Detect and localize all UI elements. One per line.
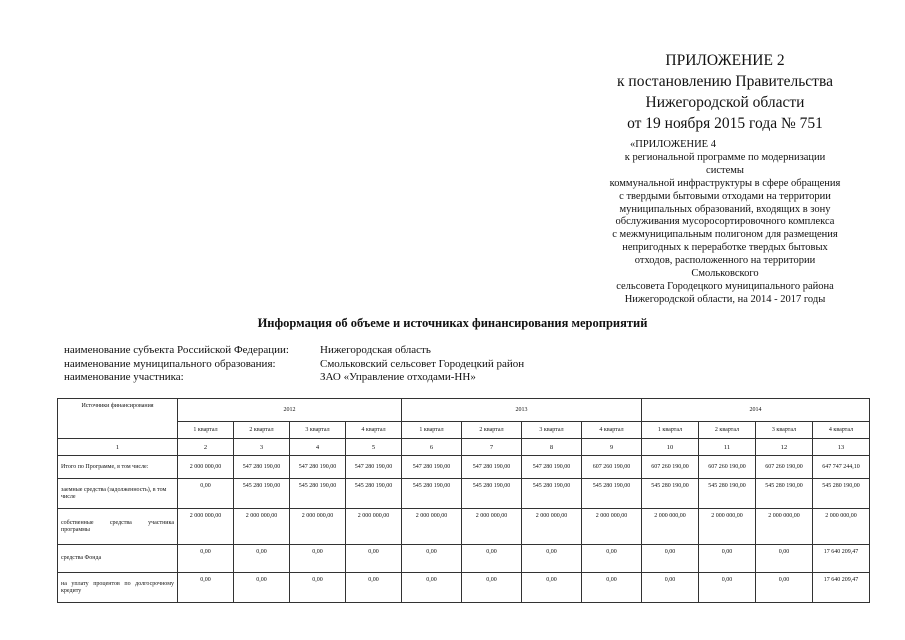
appendix-4-line: с межмуниципальным полигоном для размещения — [612, 229, 838, 241]
table-cell: 0,00 — [402, 573, 462, 603]
table-cell: 607 260 190,00 — [699, 456, 756, 479]
document-title: Информация об объеме и источниках финансирования мероприятий — [257, 316, 648, 330]
column-number: 9 — [582, 439, 642, 456]
table-cell: 607 260 190,00 — [756, 456, 813, 479]
table-cell: 0,00 — [234, 573, 290, 603]
column-number: 5 — [346, 439, 402, 456]
table-cell: 2 000 000,00 — [813, 509, 870, 545]
table-cell: 2 000 000,00 — [178, 456, 234, 479]
quarter-header: 2 квартал — [462, 422, 522, 439]
table-cell: 2 000 000,00 — [290, 509, 346, 545]
column-number: 8 — [522, 439, 582, 456]
appendix-2-decree-line: к постановлению Правительства — [617, 73, 833, 90]
appendix-2-date-line: от 19 ноября 2015 года № 751 — [627, 115, 823, 132]
quarter-header: 1 квартал — [402, 422, 462, 439]
municipality-label: наименование муниципального образования: — [64, 357, 276, 370]
table-cell: 0,00 — [522, 573, 582, 603]
participant-label: наименование участника: — [64, 371, 184, 383]
table-cell: 545 280 190,00 — [642, 479, 699, 509]
table-cell: 545 280 190,00 — [522, 479, 582, 509]
table-cell: 0,00 — [699, 573, 756, 603]
quarter-header-row — [58, 422, 870, 439]
table-cell: 545 280 190,00 — [699, 479, 756, 509]
quarter-header: 1 квартал — [178, 422, 234, 439]
quarter-header: 1 квартал — [642, 422, 699, 439]
table-cell: 2 000 000,00 — [522, 509, 582, 545]
table-cell: 547 280 190,00 — [346, 456, 402, 479]
table-cell: 0,00 — [178, 545, 234, 573]
table-cell: 607 260 190,00 — [642, 456, 699, 479]
table-cell: 2 000 000,00 — [234, 509, 290, 545]
year-header: 2014 — [642, 399, 870, 422]
table-row-fund — [58, 545, 870, 573]
table-cell: 547 280 190,00 — [462, 456, 522, 479]
municipality-value: Смольковский сельсовет Городецкий район — [320, 357, 525, 370]
source-header: Источники финансирования — [58, 399, 178, 439]
appendix-4-line: Нижегородской области, на 2014 - 2017 годы — [624, 293, 826, 305]
table-cell: 545 280 190,00 — [290, 479, 346, 509]
table-cell: 545 280 190,00 — [582, 479, 642, 509]
table-cell: 545 280 190,00 — [346, 479, 402, 509]
appendix-4-header — [590, 139, 860, 307]
table-cell: 0,00 — [756, 545, 813, 573]
table-cell: 0,00 — [402, 545, 462, 573]
table-cell: 0,00 — [699, 545, 756, 573]
financing-table — [57, 398, 870, 603]
quarter-header: 4 квартал — [813, 422, 870, 439]
quarter-header: 2 квартал — [699, 422, 756, 439]
row-label: средства Фонда — [58, 545, 178, 573]
table-cell: 0,00 — [462, 573, 522, 603]
table-cell: 2 000 000,00 — [402, 509, 462, 545]
column-number: 2 — [178, 439, 234, 456]
table-cell: 0,00 — [642, 545, 699, 573]
table-cell: 545 280 190,00 — [462, 479, 522, 509]
participant-info — [64, 344, 524, 385]
table-cell: 547 280 190,00 — [290, 456, 346, 479]
table-cell: 17 640 209,47 — [813, 545, 870, 573]
column-number: 10 — [642, 439, 699, 456]
table-cell: 2 000 000,00 — [346, 509, 402, 545]
table-cell: 17 640 209,47 — [813, 573, 870, 603]
table-cell: 0,00 — [522, 545, 582, 573]
year-header-row — [58, 399, 870, 422]
appendix-4-line: непригодных к переработке твердых бытовых — [622, 242, 828, 254]
table-cell: 0,00 — [582, 573, 642, 603]
table-row-own-funds — [58, 509, 870, 545]
column-number: 7 — [462, 439, 522, 456]
quarter-header: 4 квартал — [346, 422, 402, 439]
quarter-header: 4 квартал — [582, 422, 642, 439]
table-cell: 0,00 — [178, 573, 234, 603]
appendix-4-line: обслуживания мусоросортировочного комплекса — [615, 216, 835, 228]
subject-label: наименование субъекта Российской Федерации: — [64, 344, 289, 356]
table-row-total — [58, 456, 870, 479]
table-cell: 547 280 190,00 — [522, 456, 582, 479]
table-cell: 2 000 000,00 — [756, 509, 813, 545]
table-cell: 545 280 190,00 — [756, 479, 813, 509]
column-number: 13 — [813, 439, 870, 456]
table-cell: 2 000 000,00 — [462, 509, 522, 545]
table-cell: 547 280 190,00 — [402, 456, 462, 479]
appendix-4-line: отходов, расположенного на территории — [634, 255, 816, 267]
appendix-4-line: Смольковского — [691, 268, 759, 280]
column-number-row — [58, 439, 870, 456]
appendix-4-line: системы — [706, 164, 744, 176]
appendix-2-title: ПРИЛОЖЕНИЕ 2 — [665, 52, 785, 69]
table-cell: 2 000 000,00 — [178, 509, 234, 545]
municipality-row — [64, 358, 524, 372]
column-number: 4 — [290, 439, 346, 456]
table-cell: 545 280 190,00 — [813, 479, 870, 509]
table-row-borrowed — [58, 479, 870, 509]
appendix-4-line: сельсовета Городецкого муниципального района — [616, 280, 834, 292]
year-header: 2013 — [402, 399, 642, 422]
quarter-header: 2 квартал — [234, 422, 290, 439]
row-label: собственные средства участника программы — [58, 509, 178, 545]
table-cell: 0,00 — [290, 545, 346, 573]
column-number: 3 — [234, 439, 290, 456]
appendix-2-header — [560, 50, 890, 134]
subject-value: Нижегородская область — [320, 344, 431, 356]
appendix-4-title: «ПРИЛОЖЕНИЕ 4 — [630, 139, 716, 150]
row-label: на уплату процентов по долгосрочному кредиту — [58, 573, 178, 603]
table-cell: 2 000 000,00 — [582, 509, 642, 545]
appendix-4-line: с твердыми бытовыми отходами на территории — [619, 190, 831, 202]
quarter-header: 3 квартал — [756, 422, 813, 439]
appendix-4-line: коммунальной инфраструктуры в сфере обращения — [609, 177, 841, 189]
table-cell: 0,00 — [290, 573, 346, 603]
table-cell: 0,00 — [756, 573, 813, 603]
appendix-4-line: муниципальных образований, входящих в зону — [619, 203, 831, 215]
appendix-2-region-line: Нижегородской области — [645, 94, 805, 111]
table-cell: 2 000 000,00 — [642, 509, 699, 545]
table-cell: 0,00 — [582, 545, 642, 573]
table-cell: 545 280 190,00 — [402, 479, 462, 509]
table-cell: 0,00 — [346, 545, 402, 573]
row-label: Итого по Программе, в том числе: — [58, 456, 178, 479]
quarter-header: 3 квартал — [522, 422, 582, 439]
table-cell: 0,00 — [234, 545, 290, 573]
column-number: 1 — [58, 439, 178, 456]
column-number: 6 — [402, 439, 462, 456]
subject-row — [64, 344, 524, 358]
table-cell: 0,00 — [178, 479, 234, 509]
year-header: 2012 — [178, 399, 402, 422]
quarter-header: 3 квартал — [290, 422, 346, 439]
table-cell: 547 280 190,00 — [234, 456, 290, 479]
row-label: заемные средства (задолженность), в том числе — [58, 479, 178, 509]
participant-row — [64, 371, 524, 385]
column-number: 12 — [756, 439, 813, 456]
table-cell: 0,00 — [642, 573, 699, 603]
table-cell: 0,00 — [462, 545, 522, 573]
appendix-4-line: к региональной программе по модернизации — [624, 151, 826, 163]
table-cell: 647 747 244,10 — [813, 456, 870, 479]
table-cell: 0,00 — [346, 573, 402, 603]
table-cell: 607 260 190,00 — [582, 456, 642, 479]
column-number: 11 — [699, 439, 756, 456]
table-cell: 2 000 000,00 — [699, 509, 756, 545]
table-row-interest — [58, 573, 870, 603]
table-cell: 545 280 190,00 — [234, 479, 290, 509]
participant-value: ЗАО «Управление отходами-НН» — [320, 371, 476, 383]
